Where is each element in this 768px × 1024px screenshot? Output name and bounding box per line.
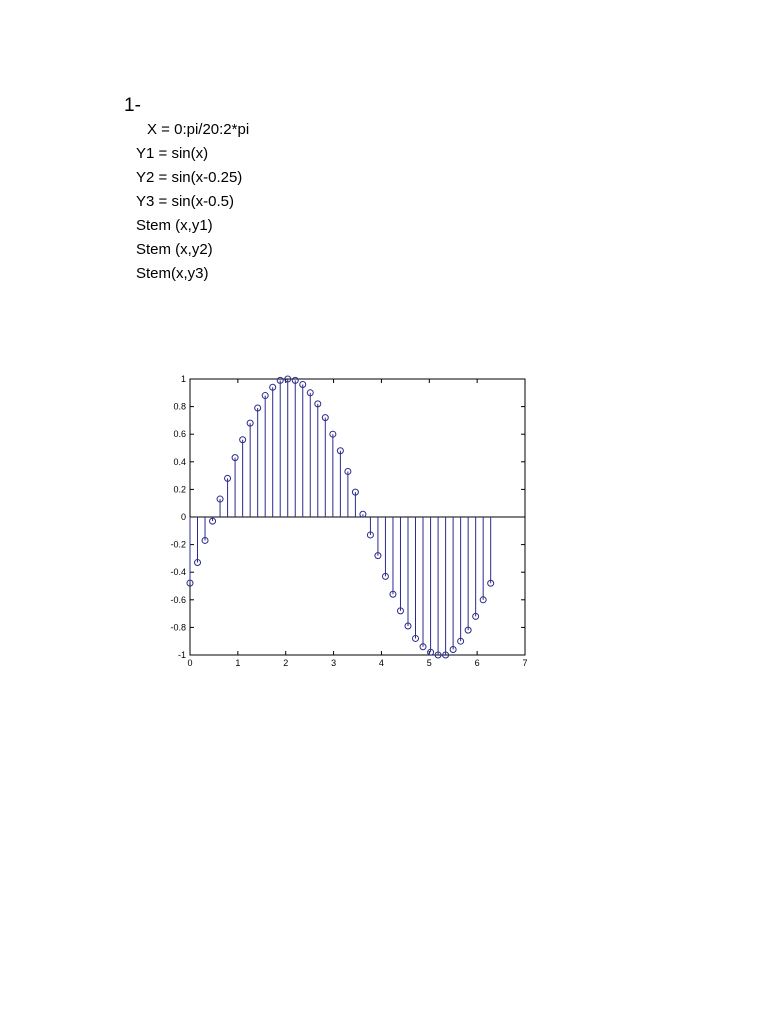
y-tick-label: -0.8: [170, 622, 186, 633]
code-line-y1: Y1 = sin(x): [136, 145, 209, 162]
y-tick-label: 0.6: [173, 429, 186, 440]
code-line-x: X = 0:pi/20:2*pi: [147, 121, 250, 138]
y-tick-label: -0.6: [170, 594, 186, 605]
y-tick-label: 1: [180, 374, 186, 384]
x-tick-label: 4: [378, 658, 384, 668]
y-tick-label: -0.2: [170, 539, 186, 550]
code-block: [136, 118, 249, 286]
code-line-stem-3: Stem(x,y3): [136, 265, 209, 282]
x-tick-label: 1: [235, 658, 241, 668]
x-tick-label: 2: [283, 658, 289, 668]
y-tick-label: -0.4: [170, 567, 186, 578]
x-tick-label: 7: [522, 658, 528, 668]
stem-plot-svg: [160, 368, 540, 673]
x-tick-label: 5: [426, 658, 432, 668]
y-tick-label: -1: [177, 650, 186, 660]
y-tick-label: 0.4: [173, 456, 186, 467]
section-heading: 1-: [124, 95, 141, 116]
code-line-stem-2: Stem (x,y2): [136, 241, 213, 258]
code-line-y2: Y2 = sin(x-0.25): [136, 169, 243, 186]
x-tick-label: 0: [187, 658, 193, 668]
y-tick-label: 0.8: [173, 401, 186, 412]
y-tick-label: 0: [180, 512, 186, 522]
y-tick-label: 0.2: [173, 484, 186, 495]
stem-plot: [160, 368, 540, 678]
x-tick-label: 3: [331, 658, 337, 668]
code-line-y3: Y3 = sin(x-0.5): [136, 193, 234, 210]
code-line-stem-1: Stem (x,y1): [136, 217, 213, 234]
x-tick-label: 6: [474, 658, 480, 668]
